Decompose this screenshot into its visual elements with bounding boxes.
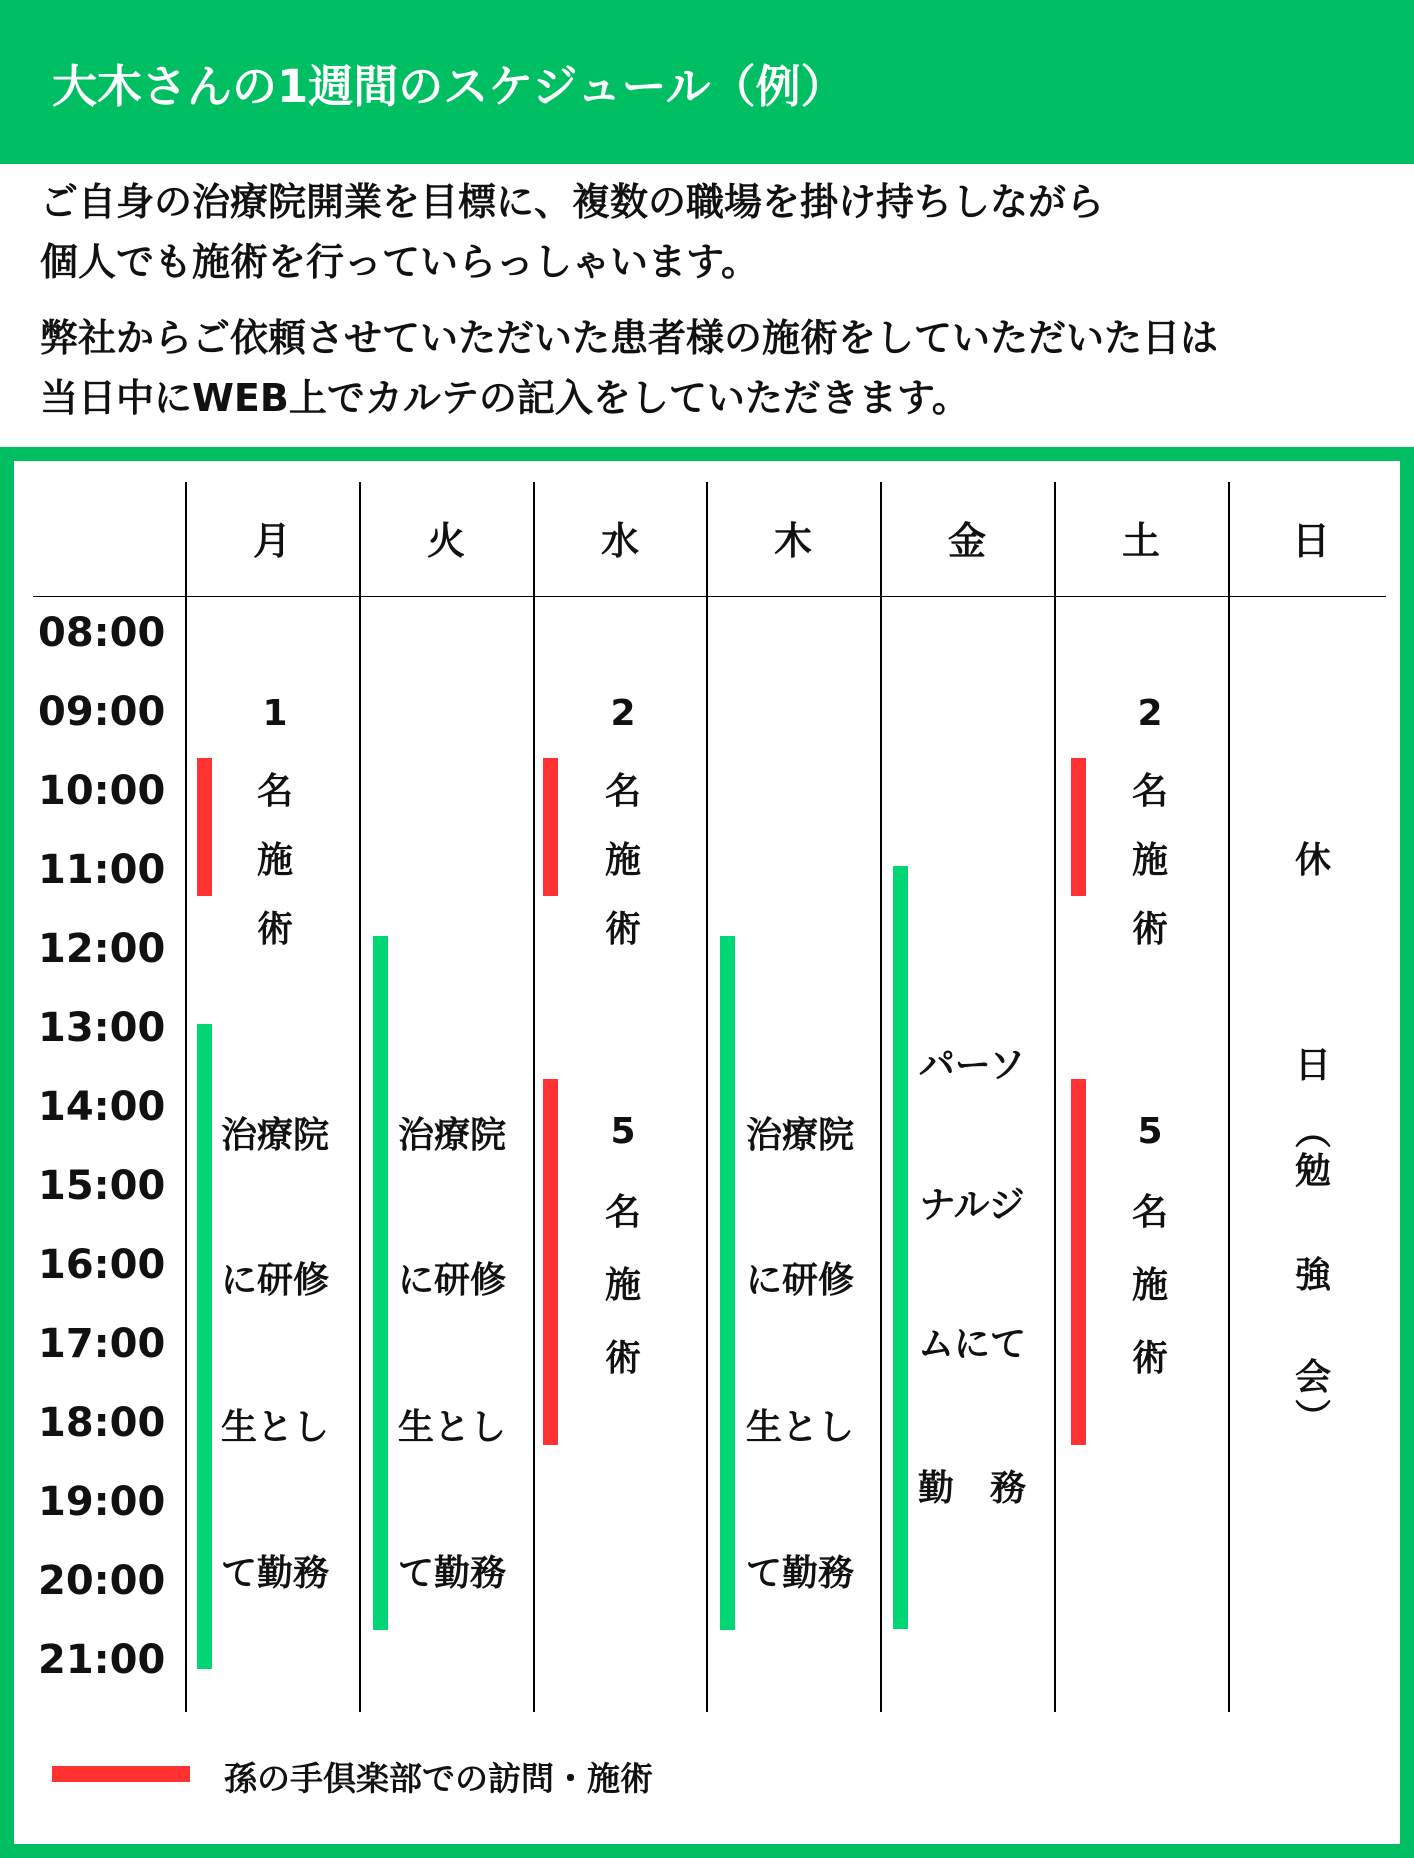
column-divider [706, 482, 708, 1712]
legend-label: 孫の手倶楽部での訪問・施術 [224, 1759, 653, 1798]
time-label: 15:00 [38, 1163, 166, 1209]
time-label: 21:00 [38, 1637, 166, 1683]
study-label-sun: 日 [1294, 1045, 1332, 1086]
visit-bar-sat-am [1071, 758, 1086, 896]
visit-label-mon: 施 [256, 840, 294, 881]
work-label-fri: パーソ [918, 1045, 1026, 1086]
visit-label-wed-pm: 術 [604, 1338, 642, 1379]
day-header-thu: 木 [773, 519, 812, 563]
work-label-mon: て勤務 [220, 1553, 330, 1594]
day-header-tue: 火 [426, 519, 465, 563]
visit-label-sat-am: 施 [1131, 840, 1169, 881]
visit-label-wed-pm: 施 [604, 1265, 642, 1306]
time-label: 19:00 [38, 1479, 166, 1525]
page-title: 大木さんの1週間のスケジュール（例） [52, 60, 846, 113]
visit-count-wed-pm: 5 [610, 1111, 636, 1152]
study-label-sun: 会 [1294, 1357, 1332, 1398]
work-label-fri: ナルジ [919, 1185, 1025, 1226]
intro-line-2: 個人でも施術を行っていらっしゃいます。 [40, 240, 759, 284]
visit-bar-mon [197, 758, 212, 896]
time-label: 13:00 [38, 1005, 166, 1051]
visit-label-sat-pm: 施 [1131, 1265, 1169, 1306]
time-label: 10:00 [38, 768, 166, 814]
time-label: 14:00 [38, 1084, 166, 1130]
work-label-fri: 勤 務 [917, 1468, 1027, 1509]
work-label-tue: 治療院 [397, 1115, 507, 1156]
study-label-sun: ︵ [1294, 1112, 1332, 1153]
study-label-sun: 勉 [1294, 1151, 1332, 1192]
visit-label-sat-am: 術 [1131, 909, 1169, 950]
work-bar-mon [197, 1024, 212, 1669]
time-label: 18:00 [38, 1400, 166, 1446]
intro-line-4: 当日中にWEB上でカルテの記入をしていただきます。 [40, 376, 970, 420]
header-divider [33, 596, 1386, 597]
visit-count-sat-pm: 5 [1137, 1111, 1163, 1152]
day-header-mon: 月 [252, 519, 291, 563]
column-divider [880, 482, 882, 1712]
work-label-mon: 生とし [220, 1407, 330, 1448]
time-label: 08:00 [38, 610, 166, 656]
visit-bar-wed-am [543, 758, 558, 896]
work-bar-thu [720, 936, 735, 1630]
work-label-thu: て勤務 [745, 1553, 855, 1594]
visit-label-mon: 名 [256, 771, 294, 812]
time-label: 12:00 [38, 926, 166, 972]
work-label-thu: に研修 [745, 1260, 855, 1301]
day-header-sat: 土 [1121, 519, 1160, 563]
study-label-sun: ︶ [1294, 1398, 1332, 1439]
day-header-sun: 日 [1291, 519, 1330, 563]
visit-bar-sat-pm [1071, 1079, 1086, 1445]
column-divider [359, 482, 361, 1712]
visit-label-mon: 術 [256, 909, 294, 950]
work-bar-tue [373, 936, 388, 1630]
time-label: 17:00 [38, 1321, 166, 1367]
visit-label-wed-am: 術 [604, 909, 642, 950]
visit-label-wed-am: 名 [604, 771, 642, 812]
visit-label-sat-pm: 名 [1131, 1192, 1169, 1233]
column-divider [533, 482, 535, 1712]
header-banner [0, 0, 1414, 164]
rest-label-sun: 休 [1294, 840, 1332, 881]
time-label: 11:00 [38, 847, 166, 893]
work-label-tue: 生とし [397, 1407, 507, 1448]
visit-label-sat-am: 名 [1131, 771, 1169, 812]
time-label: 20:00 [38, 1558, 166, 1604]
day-header-wed: 水 [600, 519, 639, 563]
work-label-thu: 生とし [745, 1407, 855, 1448]
visit-count-wed-am: 2 [610, 693, 636, 734]
visit-count-sat-am: 2 [1137, 693, 1163, 734]
work-label-fri: ムにて [917, 1324, 1027, 1365]
study-label-sun: 強 [1294, 1255, 1332, 1296]
legend-swatch [52, 1766, 190, 1782]
work-label-tue: に研修 [397, 1260, 507, 1301]
visit-label-wed-pm: 名 [604, 1192, 642, 1233]
time-label: 09:00 [38, 689, 166, 735]
visit-count-mon: 1 [262, 693, 288, 734]
day-header-fri: 金 [947, 519, 986, 563]
column-divider [185, 482, 187, 1712]
column-divider [1054, 482, 1056, 1712]
column-divider [1228, 482, 1230, 1712]
intro-line-1: ご自身の治療院開業を目標に、複数の職場を掛け持ちしながら [40, 180, 1105, 224]
visit-bar-wed-pm [543, 1079, 558, 1445]
work-label-tue: て勤務 [397, 1553, 507, 1594]
work-label-thu: 治療院 [745, 1115, 855, 1156]
intro-line-3: 弊社からご依頼させていただいた患者様の施術をしていただいた日は [40, 316, 1219, 360]
visit-label-wed-am: 施 [604, 840, 642, 881]
work-bar-fri [893, 866, 908, 1629]
work-label-mon: に研修 [220, 1260, 330, 1301]
work-label-mon: 治療院 [220, 1115, 330, 1156]
visit-label-sat-pm: 術 [1131, 1338, 1169, 1379]
time-label: 16:00 [38, 1242, 166, 1288]
